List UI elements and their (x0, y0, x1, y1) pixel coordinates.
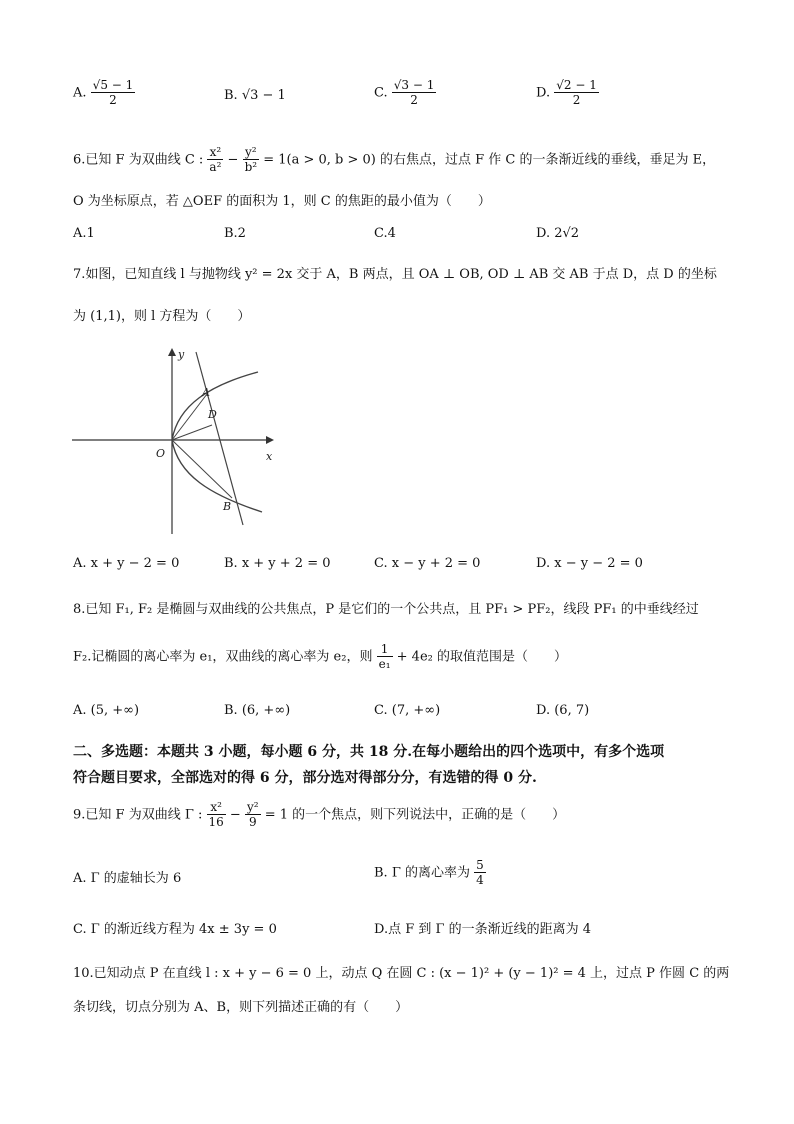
y-axis-arrow-icon (168, 348, 176, 356)
label-y: y (178, 348, 185, 361)
q6-line1 (73, 145, 715, 175)
q5-option-c-fraction (392, 78, 437, 108)
x-axis-arrow-icon (266, 436, 274, 444)
q8-frac-den: e₁ (378, 657, 391, 672)
q6-frac1-num: x² (207, 145, 223, 160)
q5-option-d-fraction (554, 78, 599, 108)
q6-minus: − (227, 152, 239, 168)
parabola-curve (172, 372, 262, 512)
q7-line2: 为 (1,1)，则 l 方程为（ ） (73, 309, 251, 324)
label-a: A (202, 386, 210, 399)
q9-minus: − (229, 807, 241, 823)
q9-fraction-x (207, 800, 226, 830)
q5-d-denominator: 2 (572, 93, 581, 108)
q9-stem-start: 9.已知 F 为双曲线 Γ : (73, 807, 203, 823)
q5-a-denominator: 2 (109, 93, 117, 108)
q5-option-b: B. √3 − 1 (224, 88, 286, 103)
q6-stem-end: = 1(a > 0, b > 0) 的右焦点，过点 F 作 C 的一条渐近线的垂线，垂足为 E， (263, 152, 716, 168)
q8-fraction (377, 642, 393, 672)
q7-option-d: D. x − y − 2 = 0 (536, 556, 643, 571)
q5-c-numerator: √3 − 1 (393, 78, 435, 92)
q9-option-b-text: B. Γ 的离心率为 (374, 865, 470, 881)
q5-c-denominator: 2 (410, 93, 418, 108)
segment-ob (172, 440, 232, 498)
q9-option-b-fraction (474, 858, 486, 888)
label-d: D (208, 408, 217, 421)
line-l (196, 352, 243, 525)
q8-option-a: A. (5, +∞) (73, 703, 140, 718)
q5-option-d-prefix: D. (536, 85, 551, 101)
section2-heading-line1: 二、多选题：本题共 3 小题，每小题 6 分，共 18 分.在每小题给出的四个选项中，有多个选项 (73, 744, 665, 760)
q5-option-a-fraction (91, 78, 136, 108)
q8-stem-start: F₂.记椭圆的离心率为 e₁，双曲线的离心率为 e₂，则 (73, 649, 373, 665)
q9-option-d: D.点 F 到 Γ 的一条渐近线的距离为 4 (374, 922, 592, 937)
label-b: B (223, 500, 232, 513)
q8-stem-end: + 4e₂ 的取值范围是（ ） (396, 649, 567, 665)
label-x: x (266, 450, 273, 463)
q8-line2 (73, 642, 567, 672)
q9-frac2-num: y² (246, 800, 259, 814)
q6-stem-start: 6.已知 F 为双曲线 C : (73, 152, 204, 168)
q6-fraction-x (207, 145, 223, 175)
q9-frac1-num: x² (207, 800, 226, 815)
q10-line1: 10.已知动点 P 在直线 l : x + y − 6 = 0 上，动点 Q 在圆 C : (x − 1)² + (y − 1)² = 4 上，过点 P 作圆 C 的两 (73, 966, 730, 981)
q9-option-b (374, 858, 486, 888)
q9-stem-end: = 1 的一个焦点，则下列说法中，正确的是（ ） (264, 807, 566, 823)
q6-frac2-den: b² (244, 160, 258, 175)
q7-line1: 7.如图，已知直线 l 与抛物线 y² = 2x 交于 A，B 两点，且 OA ⊥ OB, OD ⊥ AB 交 AB 于点 D，点 D 的坐标 (73, 267, 717, 282)
q8-line1: 8.已知 F₁, F₂ 是椭圆与双曲线的公共焦点，P 是它们的一个公共点，且 PF₁ > PF₂，线段 PF₁ 的中垂线经过 (73, 602, 699, 617)
q9-option-c: C. Γ 的渐近线方程为 4x ± 3y = 0 (73, 922, 277, 937)
q6-option-d: D. 2√2 (536, 226, 580, 241)
q7-option-b: B. x + y + 2 = 0 (224, 556, 331, 571)
q6-option-b: B.2 (224, 226, 246, 241)
q6-frac2-num: y² (243, 145, 260, 160)
q6-option-a: A.1 (73, 226, 95, 241)
q6-frac1-den: a² (209, 160, 222, 175)
q8-option-b: B. (6, +∞) (224, 703, 291, 718)
q6-line2: O 为坐标原点，若 △OEF 的面积为 1，则 C 的焦距的最小值为（ ） (73, 194, 491, 209)
q9-frac2-den: 9 (248, 815, 257, 830)
q9-option-a: A. Γ 的虚轴长为 6 (73, 871, 182, 886)
q8-frac-num: 1 (377, 642, 393, 657)
q5-option-c (374, 78, 436, 108)
q5-option-d (536, 78, 599, 108)
q8-option-d: D. (6, 7) (536, 703, 590, 718)
label-o: O (156, 447, 166, 460)
q5-a-numerator: √5 − 1 (92, 78, 134, 92)
q5-option-a (73, 78, 135, 108)
q5-d-numerator: √2 − 1 (556, 78, 597, 92)
q7-figure (60, 340, 290, 540)
q9-b-den: 4 (476, 873, 484, 888)
q10-line2: 条切线，切点分别为 A、B，则下列描述正确的有（ ） (73, 1000, 409, 1015)
q9-b-num: 5 (476, 858, 484, 872)
q5-option-a-prefix: A. (73, 85, 87, 101)
q5-option-c-prefix: C. (374, 85, 388, 101)
q6-option-c: C.4 (374, 226, 396, 241)
q9-stem (73, 800, 565, 830)
section2-heading-line2: 符合题目要求，全部选对的得 6 分，部分选对得部分分，有选错的得 0 分. (73, 770, 537, 786)
q7-option-a: A. x + y − 2 = 0 (73, 556, 180, 571)
q7-option-c: C. x − y + 2 = 0 (374, 556, 481, 571)
q9-frac1-den: 16 (208, 815, 224, 830)
q8-option-c: C. (7, +∞) (374, 703, 441, 718)
q6-fraction-y (243, 145, 260, 175)
q9-fraction-y (245, 800, 261, 830)
